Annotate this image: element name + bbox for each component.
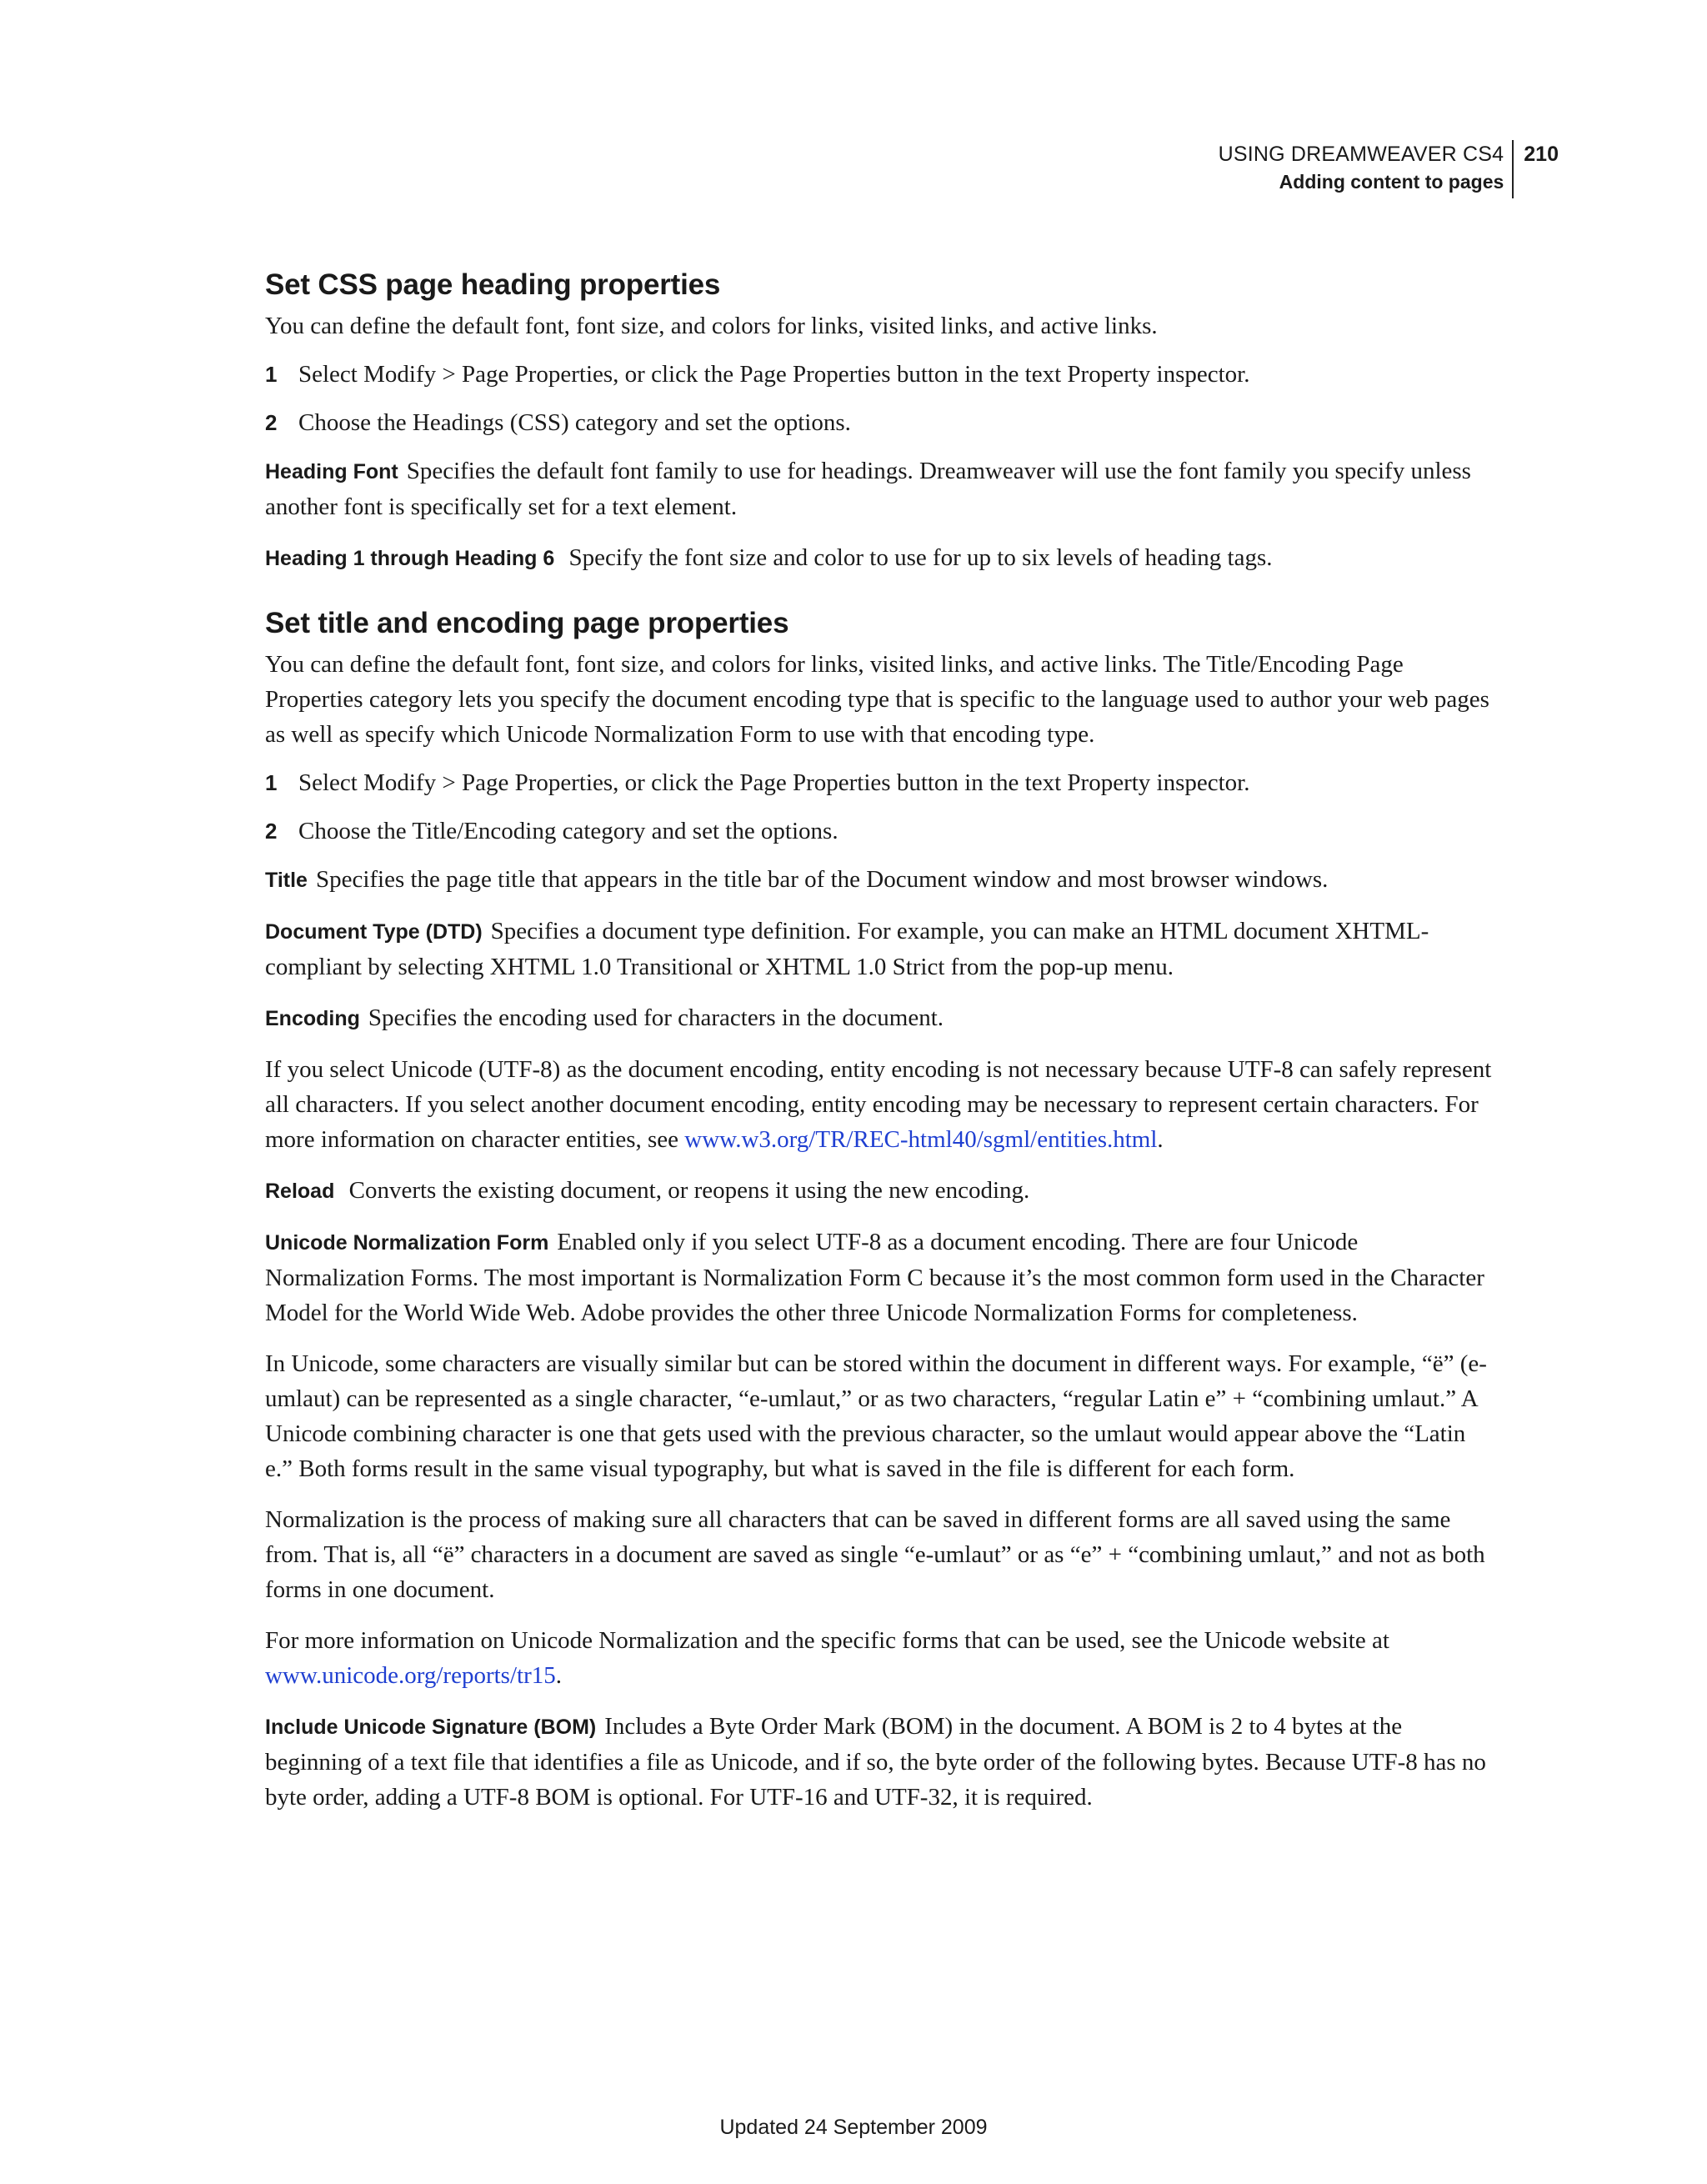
definition-text: Includes a Byte Order Mark (BOM) in the document. A BOM is 2 to 4 bytes at the beginning of a text file that identifies a file as Unicode, and if so, the byte order of the following bytes. Because UTF-8 has no byte order, adding a UTF-8 BOM is optional. For UTF-16 and UTF-32, it is required. xyxy=(265,1713,1486,1811)
normalization-paragraph: Normalization is the process of making sure all characters that can be saved in different forms are all saved using the same from. That is, all “ë” characters in a document are saved as single “e-umlaut” or as “e” + “combining umlaut,” and not as both forms in one document. xyxy=(265,1506,1485,1603)
step-text: Choose the Title/Encoding category and set the options. xyxy=(298,818,838,844)
section-spacer xyxy=(265,592,1499,604)
page-footer: Updated 24 September 2009 xyxy=(719,2116,988,2139)
definition-term: Document Type (DTD) xyxy=(265,920,483,944)
section-intro: You can define the default font, font size, and colors for links, visited links, and active links. xyxy=(265,313,1158,339)
definition-unicode-normalization-form xyxy=(265,1225,1499,1330)
page-number: 210 xyxy=(1524,143,1559,166)
definition-title xyxy=(265,862,1499,898)
definition-text: Enabled only if you select UTF-8 as a document encoding. There are four Unicode Normalization Forms. The most important is Normalization Form C because it’s the most common form used in the Character Model for the World Wide Web. Adobe provides the other three Unicode Normalization Forms for completeness. xyxy=(265,1229,1484,1326)
definition-include-bom xyxy=(265,1709,1499,1815)
step-item xyxy=(265,765,1499,800)
definition-term: Heading Font xyxy=(265,460,398,483)
running-header-text xyxy=(1219,140,1514,198)
paragraph-text: If you select Unicode (UTF-8) as the document encoding, entity encoding is not necessary because UTF-8 can safely represent all characters. If you select another document encoding, entity encoding may be necessary to represent certain characters. For more information on character entities, see xyxy=(265,1056,1492,1153)
step-item xyxy=(265,814,1499,849)
definition-term: Unicode Normalization Form xyxy=(265,1231,549,1255)
definition-term: Encoding xyxy=(265,1007,360,1030)
chapter-title: Adding content to pages xyxy=(1279,171,1504,193)
definition-term: Title xyxy=(265,869,308,892)
step-number: 2 xyxy=(265,410,278,435)
step-item xyxy=(265,405,1499,440)
unicode-paragraph: In Unicode, some characters are visually similar but can be stored within the document in different ways. For example, “ë” (e-umlaut) can be represented as a single character, “e-umlaut,” or as two characters, “regular Latin e” + “combining umlaut.” A Unicode combining character is one that gets used with the previous character, so the umlaut would appear above the “Latin e.” Both forms result in the same visual typography, but what is saved in the file is different for each form. xyxy=(265,1350,1487,1482)
definition-term: Include Unicode Signature (BOM) xyxy=(265,1716,597,1739)
definition-term: Reload xyxy=(265,1180,335,1203)
definition-text: Converts the existing document, or reopens it using the new encoding. xyxy=(348,1177,1030,1204)
step-text: Choose the Headings (CSS) category and set the options. xyxy=(298,409,851,436)
definition-text: Specifies the page title that appears in the title bar of the Document window and most browser windows. xyxy=(315,866,1329,893)
section-intro: You can define the default font, font size, and colors for links, visited links, and active links. The Title/Encoding Page Properties category lets you specify the document encoding type that is specific to the language used to author your web pages as well as specify which Unicode Normalization Form to use with that encoding type. xyxy=(265,651,1489,748)
section-heading-css-heading-properties: Set CSS page heading properties xyxy=(265,268,721,301)
definition-reload xyxy=(265,1173,1499,1209)
definition-encoding xyxy=(265,1000,1499,1036)
definition-heading-levels xyxy=(265,540,1499,576)
definition-text: Specifies the encoding used for characters in the document. xyxy=(368,1004,944,1031)
main-content xyxy=(265,265,1499,1831)
definition-heading-font xyxy=(265,453,1499,524)
step-text: Select Modify > Page Properties, or click the Page Properties button in the text Property inspector. xyxy=(298,769,1250,796)
step-item xyxy=(265,357,1499,392)
step-number: 1 xyxy=(265,362,278,387)
definition-text: Specifies a document type definition. For example, you can make an HTML document XHTML-compliant by selecting XHTML 1.0 Transitional or XHTML 1.0 Strict from the pop-up menu. xyxy=(265,918,1429,980)
w3-entities-link[interactable]: www.w3.org/TR/REC-html40/sgml/entities.html xyxy=(684,1126,1158,1153)
definition-term: Heading 1 through Heading 6 xyxy=(265,547,555,570)
paragraph-punctuation: . xyxy=(1157,1126,1164,1153)
step-text: Select Modify > Page Properties, or click the Page Properties button in the text Property inspector. xyxy=(298,361,1250,388)
more-info-paragraph xyxy=(265,1623,1499,1693)
definition-text: Specifies the default font family to use for headings. Dreamweaver will use the font family you specify unless another font is specifically set for a text element. xyxy=(265,458,1471,520)
step-number: 2 xyxy=(265,819,278,844)
book-title: USING DREAMWEAVER CS4 xyxy=(1218,143,1504,166)
paragraph-text: For more information on Unicode Normalization and the specific forms that can be used, see the Unicode website at xyxy=(265,1627,1389,1654)
running-header xyxy=(1219,140,1559,198)
definition-text: Specify the font size and color to use for up to six levels of heading tags. xyxy=(568,544,1273,571)
paragraph-punctuation: . xyxy=(555,1662,562,1689)
unicode-tr15-link[interactable]: www.unicode.org/reports/tr15 xyxy=(265,1662,556,1689)
definition-document-type xyxy=(265,914,1499,984)
step-number: 1 xyxy=(265,770,278,795)
encoding-paragraph xyxy=(265,1052,1499,1157)
section-heading-title-encoding: Set title and encoding page properties xyxy=(265,607,789,639)
